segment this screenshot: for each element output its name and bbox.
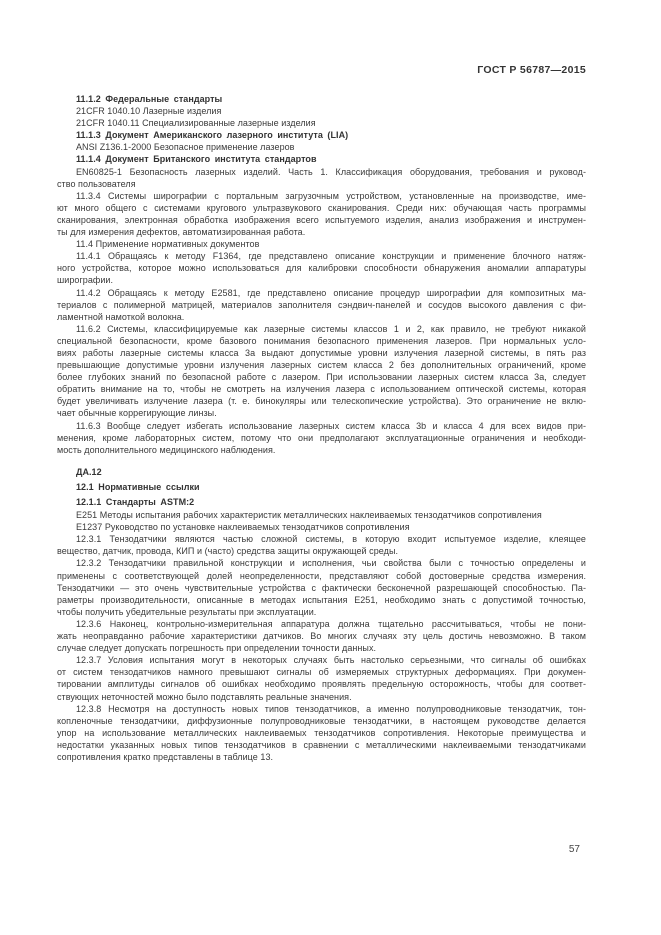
text-line: ного устройства, которое можно использоваться для калибровки способности обнаружения аномалии аппаратуры [57, 263, 586, 274]
paragraph-11-4-1 [57, 250, 586, 286]
text-line: ют много общего с системами кругового ультразвукового сканирования. Среди них: обучающая часть программы [57, 202, 586, 213]
text-line: 12.3.6 Наконец, контрольно-измерительная аппаратура должна тщательно рассчитываться, чтобы не пони- [76, 618, 586, 629]
text-line: сканирования, электронная обработка изображения всего испытуемого изделия, анализ изображения и инструмен- [57, 214, 586, 225]
text-line: ство пользователя [57, 178, 136, 189]
text-line: 12.3.2 Тензодатчики правильной конструкции и исполнения, чьи свойства были с точностью определены и [76, 558, 586, 569]
text-line: вещество, датчик, провода, КИП и (часто) средства защиты окружающей среды. [57, 546, 399, 557]
ref-e251 [57, 509, 586, 521]
paragraph-12-3-6 [57, 618, 586, 654]
paragraph-11-3-4 [57, 190, 586, 238]
text-line: 11.4 Применение нормативных документов [76, 239, 260, 250]
text-line: тировании амплитуды сигналов об ошибках необходимо проявлять предельную осторожность, чтобы для соответ- [57, 679, 586, 690]
heading-11-1-3 [57, 129, 586, 141]
document-standard-number: ГОСТ Р 56787—2015 [477, 64, 586, 76]
text-line: упор на использование металлических наклеиваемых тензодатчиков сопротивления. Некоторые преимущества и [57, 727, 586, 738]
text-line: 12.3.1 Тензодатчики являются частью сложной системы, в которую входит испытуемое изделие, клеящее [76, 534, 586, 545]
paragraph-12-3-8 [57, 703, 586, 763]
text-line: 12.3.7 Условия испытания могут в некоторых случаях быть настолько серьезными, что сигналы об ошибках [76, 655, 586, 666]
text-line: 21CFR 1040.10 Лазерные изделия [76, 106, 222, 117]
text-line: Тензодатчики — это очень чувствительные устройства с фактически бесконечной разрешающей способностью. Па- [57, 582, 586, 593]
text-line: 11.1.4 Документ Британского института стандартов [76, 154, 317, 165]
ref-21cfr-1040-10 [57, 105, 586, 117]
text-line: чтобы получить убедительные результаты при эксплуатации. [57, 606, 317, 617]
text-line: 11.1.2 Федеральные стандарты [76, 94, 223, 104]
text-line: ты для измерения дефектов, автоматизированная работа. [57, 227, 306, 238]
paragraph-12-3-2 [57, 557, 586, 617]
text-line: 21CFR 1040.11 Специализированные лазерные изделия [76, 118, 316, 129]
page-number: 57 [568, 844, 580, 855]
paragraph-11-4 [57, 238, 586, 250]
text-line: специальной безопасности, кроме базового понимания безопасного применения лазеров. При нормальных усло- [57, 335, 586, 346]
heading-12-1-1 [57, 496, 586, 508]
text-line: превышающие допустимые уровни излучения лазерных систем класса 2 без дополнительных ограничений, кроме [57, 360, 586, 371]
text-line: 11.1.3 Документ Американского лазерного института (LIA) [76, 130, 349, 141]
text-line: раметры производительности, описанные в методах испытания E251, необходимо знать с допустимой точностью, [57, 594, 586, 605]
text-line: 12.1 Нормативные ссылки [76, 481, 200, 492]
text-line: чает обычные коррегирующие линзы. [57, 408, 217, 419]
text-line: 12.1.1 Стандарты ASTM:2 [76, 497, 195, 507]
text-line: случае следует допускать погрешность при определении точности данных. [57, 643, 377, 654]
paragraph-12-3-1 [57, 533, 586, 557]
text-line: недостатки указанных новых типов тензодатчиков в сравнении с металлическими наклеиваемыми тензодатчиками [57, 739, 586, 750]
text-line: жать неоправданно рабочие характеристики датчиков. Во многих случаях эту цель достичь невозможно. В таком [57, 631, 586, 642]
paragraph-11-6-3 [57, 420, 586, 456]
text-line: EN60825-1 Безопасность лазерных изделий. Часть 1. Классификация оборудования, требования и руковод- [76, 166, 586, 177]
text-line: более глубоких знаний по безопасной работе с лазером. При использовании лазерных систем класса 3а, следует [57, 372, 586, 383]
text-line: E1237 Руководство по установке наклеиваемых тензодатчиков сопротивления [76, 522, 410, 533]
text-line: E251 Методы испытания рабочих характеристик металлических наклеиваемых тензодатчиков сопротивления [76, 510, 542, 521]
ref-21cfr-1040-11 [57, 117, 586, 129]
text-line: от систем тензодатчиков намного превышают сигналы об измеряемых структурных деформациях. При докумен- [57, 667, 586, 678]
text-line: менения, кроме лабораторных систем, потому что они предполагают эксплуатационные ограничения и необходи- [57, 432, 586, 443]
heading-11-1-2 [57, 93, 586, 105]
heading-11-1-4 [57, 153, 586, 165]
ref-ansi-z136 [57, 141, 586, 153]
text-line: 11.4.1 Обращаясь к методу F1364, где представлено описание конструкции и применение блочного натяж- [76, 251, 586, 262]
text-line: ламентной намоткой волокна. [57, 311, 185, 322]
text-line: мость дополнительного медицинского наблюдения. [57, 444, 276, 455]
heading-da-12 [57, 466, 586, 478]
text-line: виях работы лазерные системы класса 3а выдают допустимые уровни излучения лазерной системы, в пять раз [57, 347, 586, 358]
ref-e1237 [57, 521, 586, 533]
text-line: 11.4.2 Обращаясь к методу E2581, где представлено описание процедур ширографии для композитных ма- [76, 287, 586, 298]
text-line: териалов с полимерной матрицей, материалов заполнителя сэндвич-панелей и сосудов высокого давления с фи- [57, 299, 586, 310]
paragraph-11-6-2 [57, 323, 586, 420]
text-line: ширографии. [57, 275, 114, 286]
paragraph-11-4-2 [57, 287, 586, 323]
text-line: 12.3.8 Несмотря на доступность новых типов тензодатчиков, а именно полупроводниковые тензодатчик, тон- [76, 703, 586, 714]
text-line: обратить внимание на то, чтобы не смотреть на излучения лазера с использованием оптической системы, которая [57, 384, 586, 395]
text-line: 11.6.2 Системы, классифицируемые как лазерные системы классов 1 и 2, как правило, не требуют никакой [76, 323, 586, 334]
text-line: копленочные тензодатчики, диффузионные полупроводниковые тензодатчики, в настоящем руководстве делается [57, 715, 586, 726]
text-line: применены с соответствующей долей неопределенности, представляют собой достоверные средства измерения. [57, 570, 586, 581]
text-line: 11.6.3 Вообще следует избегать использование лазерных систем класса 3b и класса 4 для всех видов при- [76, 420, 586, 431]
heading-12-1 [57, 481, 586, 493]
paragraph-12-3-7 [57, 654, 586, 702]
ref-en60825 [57, 166, 586, 190]
text-line: ANSI Z136.1-2000 Безопасное применение лазеров [76, 142, 295, 153]
document-content [57, 93, 586, 763]
text-line: ствующих неточностей можно было подставлять реальные значения. [57, 691, 352, 702]
text-line: будет увеличивать излучение лазера (т. е. бинокуляры или телескопические устройства). Это ограничение не вклю- [57, 396, 586, 407]
text-line: 11.3.4 Системы ширографии с портальным загрузочным устройством, установленные на производстве, име- [76, 190, 586, 201]
text-line: сопротивления кратко представлены в таблице 13. [57, 751, 274, 762]
text-line: ДА.12 [76, 466, 102, 477]
